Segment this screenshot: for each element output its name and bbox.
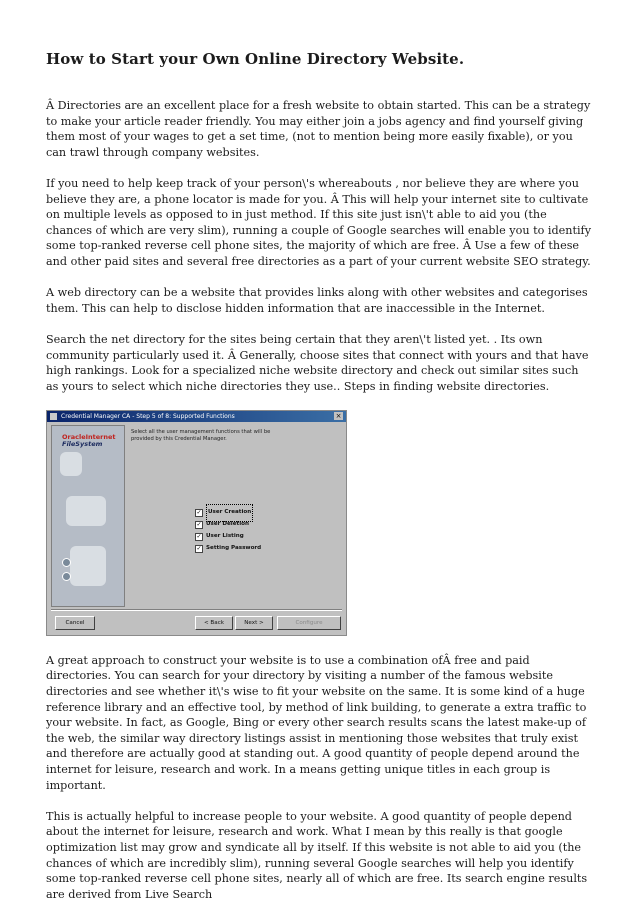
wizard-main-panel	[127, 425, 342, 605]
checkbox-checked-icon[interactable]: ✓	[196, 508, 202, 516]
decorative-graphic	[60, 452, 82, 476]
checkbox-setting-password[interactable]	[195, 543, 261, 555]
checkbox-label: User Deletion	[206, 521, 249, 528]
document-body	[46, 98, 594, 918]
function-checkbox-list	[195, 507, 261, 555]
step-indicator-icon	[62, 558, 71, 567]
window-titlebar	[47, 411, 346, 422]
checkbox-label: User Creation	[206, 504, 253, 522]
wizard-side-panel	[51, 425, 125, 607]
checkbox-checked-icon[interactable]: ✓	[196, 544, 202, 552]
back-button[interactable]: < Back	[195, 616, 233, 630]
next-button[interactable]: Next >	[235, 616, 273, 630]
close-icon[interactable]: ×	[335, 411, 342, 420]
paragraph-1: Â Directories are an excellent place for a fresh website to obtain started. This can be a strategy to make your article reader friendly. You may either join a jobs agency and find yourself giving them most of your wages to get a set time, (not to mention being more easily fixable), or you can trawl through company websites.	[46, 99, 591, 159]
paragraph-4: Search the net directory for the sites being certain that they aren\'t listed yet. . Its own community particularly used it. Â Generally, choose sites that connect with yours and that have high rankings. Look for a specialized niche website directory and check out similar sites such as yours to select which niche directories they use.. Steps in finding website directories.	[46, 332, 589, 393]
step-indicator-icon	[62, 572, 71, 581]
decorative-graphic	[70, 546, 106, 586]
embedded-screenshot	[46, 410, 347, 636]
logo-line-2: FileSystem	[62, 439, 103, 448]
checkbox-label: Setting Password	[206, 545, 262, 552]
decorative-graphic	[66, 496, 106, 526]
paragraph-3: A web directory can be a website that provides links along with other websites and categorises them. This can help to disclose hidden information that are inaccessible in the Internet.	[46, 286, 588, 315]
paragraph-6: This is actually helpful to increase people to your website. A good quantity of people depend about the internet for leisure, research and work. What I mean by this really is that google optimization list may grow and syndicate all by itself. If this website is not able to aid you (the chances of which are incredibly slim), running several Google searches will help you identify some top-ranked reverse cell phone sites, nearly all of which are free. Its search engine results are derived from Live Search	[46, 809, 588, 901]
checkbox-checked-icon[interactable]: ✓	[196, 520, 202, 528]
paragraph-5: A great approach to construct your website is to use a combination ofÂ free and paid directories. You can search for your directory by visiting a number of the famous website directories and see whether it\'s wise to fit your website on the same. It is some kind of a huge reference library and an effective tool, by method of link building, to generate a extra traffic to your website. In fact, as Google, Bing or every other search results scans the latest make-up of the web, the similar way directory listings assist in mentioning those websites that truly exist and therefore are actually good at standing out. A good quantity of people depend around the internet for leisure, research and work. In a means getting unique titles in each group is important.	[46, 653, 587, 792]
configure-button[interactable]: Configure	[277, 616, 341, 630]
cancel-button[interactable]: Cancel	[55, 616, 95, 630]
divider	[51, 609, 342, 611]
oracle-logo	[62, 434, 116, 448]
checkbox-label: User Listing	[206, 533, 244, 540]
checkbox-checked-icon[interactable]: ✓	[196, 532, 202, 540]
app-icon	[50, 413, 57, 420]
page-title: How to Start your Own Online Directory Website.	[46, 50, 465, 68]
logo-line-1: OracleInternet	[62, 432, 116, 441]
wizard-description: Select all the user management functions that will be provided by this Credential Manager.	[131, 428, 271, 442]
paragraph-2: If you need to help keep track of your person\'s whereabouts , nor believe they are where you believe they are, a phone locator is made for you. Â This will help your internet site to cultivate on multiple levels as opposed to in just method. If this site just isn\'t able to aid you (the chances of which are very slim), running a couple of Google searches will enable you to identify some top-ranked reverse cell phone sites, the majority of which are free. Â Use a few of these and other paid sites and several free directories as a part of your current website SEO strategy.	[46, 176, 592, 268]
window-title: Credential Manager CA - Step 5 of 8: Supported Functions	[61, 412, 235, 420]
